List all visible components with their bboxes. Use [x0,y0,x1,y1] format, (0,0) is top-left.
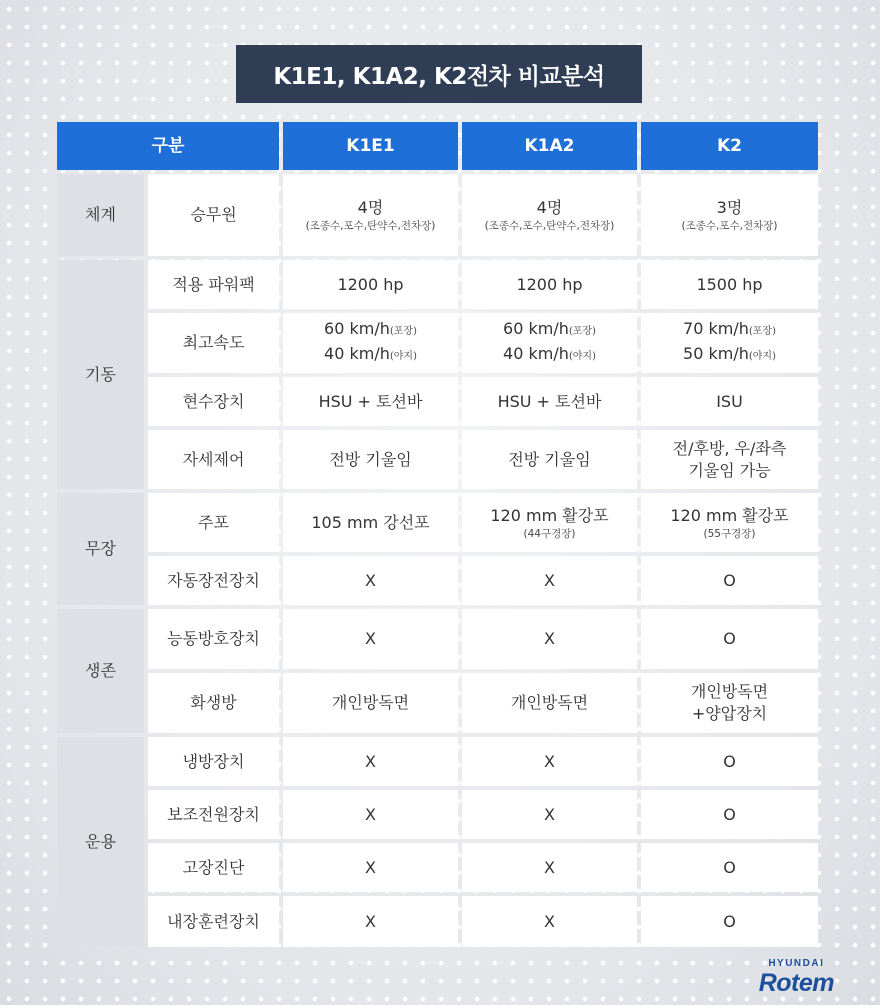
speed-k1e1-paved: 60 km/h [324,319,390,338]
autoloader-k1a2 [462,556,637,605]
gun-k1e1-value: 105 mm 강선포 [311,512,430,532]
nbc-k2-line1: 개인방독면 [690,682,769,701]
training-label: 내장훈련장치 [167,911,260,931]
speed-k1a2-line2 [503,343,596,368]
header-k2 [641,122,818,170]
row-autoloader-label [148,556,279,605]
training-k1a2 [462,896,637,947]
speed-k2-offroad-note: (야지) [748,351,776,362]
power-label: 적용 파워팩 [172,274,255,294]
crew-k1e1-value: 4명 [357,198,384,217]
autoloader-label: 자동장전장치 [167,570,260,590]
row-diag-label [148,843,279,892]
speed-k2-paved-note: (포장) [748,326,776,337]
apu-label: 보조전원장치 [167,804,260,824]
cooling-k1a2 [462,737,637,786]
speed-k2-paved: 70 km/h [683,319,749,338]
apu-k1e1 [283,790,458,839]
crew-k1a2 [462,174,637,256]
header-k1e1-label: K1E1 [346,136,395,156]
diag-k1e1 [283,843,458,892]
row-crew-label [148,174,279,256]
training-k2-value: O [723,911,736,931]
gun-k1a2-value: 120 mm 활강포 [490,505,609,525]
category-operation-label: 운용 [85,832,116,851]
cooling-k1a2-value: X [544,751,555,771]
row-nbc-label [148,673,279,733]
category-armament [57,493,144,605]
gun-label: 주포 [198,512,229,532]
nbc-k1a2-value: 개인방독면 [510,693,589,712]
crew-k2 [641,174,818,256]
cooling-k1e1-value: X [365,751,376,771]
diag-k2-value: O [723,857,736,877]
category-armament-label: 무장 [85,539,116,558]
logo-top-text: HYUNDAI [768,958,825,969]
posture-k2-line1: 전/후방, 우/좌측 [672,438,787,458]
speed-k1a2-paved: 60 km/h [503,319,569,338]
suspension-k2-value: ISU [716,391,743,411]
gun-k2-value: 120 mm 활강포 [670,505,789,525]
crew-k2-value: 3명 [716,198,743,217]
power-k1a2-value: 1200 hp [516,274,583,294]
posture-k1a2 [462,430,637,489]
posture-k1a2-value: 전방 기울임 [508,449,591,469]
training-k2 [641,896,818,947]
speed-k1e1-line2 [324,343,417,368]
gun-k1a2-note: (44구경장) [523,527,576,540]
diag-k2 [641,843,818,892]
posture-k2-line2: 기울임 가능 [688,460,771,480]
row-suspension-label [148,377,279,426]
speed-k2 [641,313,818,373]
autoloader-k2-value: O [723,570,736,590]
posture-label: 자세제어 [182,449,245,469]
autoloader-k1e1 [283,556,458,605]
speed-k2-line1 [683,318,776,343]
category-mobility [57,260,144,489]
posture-k1e1-value: 전방 기울임 [329,449,412,469]
cooling-k2-value: O [723,751,736,771]
speed-label: 최고속도 [182,333,245,352]
posture-k2 [641,430,818,489]
active-k2-value: O [723,629,736,648]
speed-k1a2-offroad-note: (야지) [568,351,596,362]
nbc-label: 화생방 [190,693,237,712]
diag-k1a2-value: X [544,857,555,877]
suspension-k1e1 [283,377,458,426]
nbc-k1a2 [462,673,637,733]
crew-k1a2-note: (조종수,포수,탄약수,전차장) [484,220,615,232]
row-power-label [148,260,279,309]
training-k1a2-value: X [544,911,555,931]
speed-k1a2-paved-note: (포장) [568,326,596,337]
row-posture-label [148,430,279,489]
cooling-label: 냉방장치 [182,751,245,771]
autoloader-k1a2-value: X [544,570,555,590]
row-apu-label [148,790,279,839]
speed-k1e1-paved-note: (포장) [389,326,417,337]
crew-label: 승무원 [190,205,237,224]
category-survival-label: 생존 [85,661,116,680]
diag-k1a2 [462,843,637,892]
category-mobility-label: 기동 [85,364,116,384]
power-k1a2 [462,260,637,309]
power-k1e1-value: 1200 hp [337,274,404,294]
speed-k1e1-offroad-note: (야지) [389,351,417,362]
cooling-k2 [641,737,818,786]
crew-k1e1 [283,174,458,256]
active-k2 [641,609,818,669]
category-system [57,174,144,256]
row-active-label [148,609,279,669]
suspension-k1e1-value: HSU + 토션바 [318,391,423,411]
speed-k1a2-line1 [503,318,596,343]
active-k1e1 [283,609,458,669]
power-k2 [641,260,818,309]
suspension-label: 현수장치 [182,391,245,411]
apu-k2-value: O [723,804,736,824]
autoloader-k1e1-value: X [365,570,376,590]
header-k2-label: K2 [716,136,742,156]
speed-k2-offroad: 50 km/h [683,344,749,363]
suspension-k2 [641,377,818,426]
header-k1a2-label: K1A2 [524,136,575,156]
autoloader-k2 [641,556,818,605]
page-title: K1E1, K1A2, K2전차 비교분석 [236,45,642,103]
apu-k1e1-value: X [365,804,376,824]
category-survival [57,609,144,733]
crew-k1e1-note: (조종수,포수,탄약수,전차장) [305,220,436,232]
diag-label: 고장진단 [182,857,245,877]
nbc-k2-line2: +양압장치 [691,704,768,723]
crew-k2-note: (조종수,포수,전차장) [681,220,778,232]
power-k1e1 [283,260,458,309]
training-k1e1 [283,896,458,947]
posture-k1e1 [283,430,458,489]
gun-k1a2 [462,493,637,552]
apu-k1a2-value: X [544,804,555,824]
active-label: 능동방호장치 [167,629,260,648]
apu-k1a2 [462,790,637,839]
gun-k2 [641,493,818,552]
diag-k1e1-value: X [365,857,376,877]
category-operation [57,737,144,947]
suspension-k1a2-value: HSU + 토션바 [497,391,602,411]
row-cooling-label [148,737,279,786]
gun-k1e1 [283,493,458,552]
category-system-label: 체계 [85,205,116,224]
header-k1e1 [283,122,458,170]
active-k1a2 [462,609,637,669]
crew-k1a2-value: 4명 [536,198,563,217]
header-category [57,122,279,170]
training-k1e1-value: X [365,911,376,931]
speed-k1e1 [283,313,458,373]
speed-k1e1-line1 [324,318,417,343]
row-training-label [148,896,279,947]
nbc-k2 [641,673,818,733]
logo-bottom-text: Rotem [758,969,834,997]
row-gun-label [148,493,279,552]
suspension-k1a2 [462,377,637,426]
hyundai-rotem-logo [759,958,834,996]
apu-k2 [641,790,818,839]
speed-k1a2-offroad: 40 km/h [503,344,569,363]
active-k1a2-value: X [544,629,555,648]
cooling-k1e1 [283,737,458,786]
header-category-label: 구분 [151,136,185,156]
power-k2-value: 1500 hp [696,274,763,294]
speed-k1e1-offroad: 40 km/h [324,344,390,363]
gun-k2-note: (55구경장) [703,527,756,540]
row-speed-label [148,313,279,373]
header-k1a2 [462,122,637,170]
nbc-k1e1 [283,673,458,733]
active-k1e1-value: X [365,629,376,648]
speed-k1a2 [462,313,637,373]
speed-k2-line2 [683,343,776,368]
nbc-k1e1-value: 개인방독면 [331,693,410,712]
